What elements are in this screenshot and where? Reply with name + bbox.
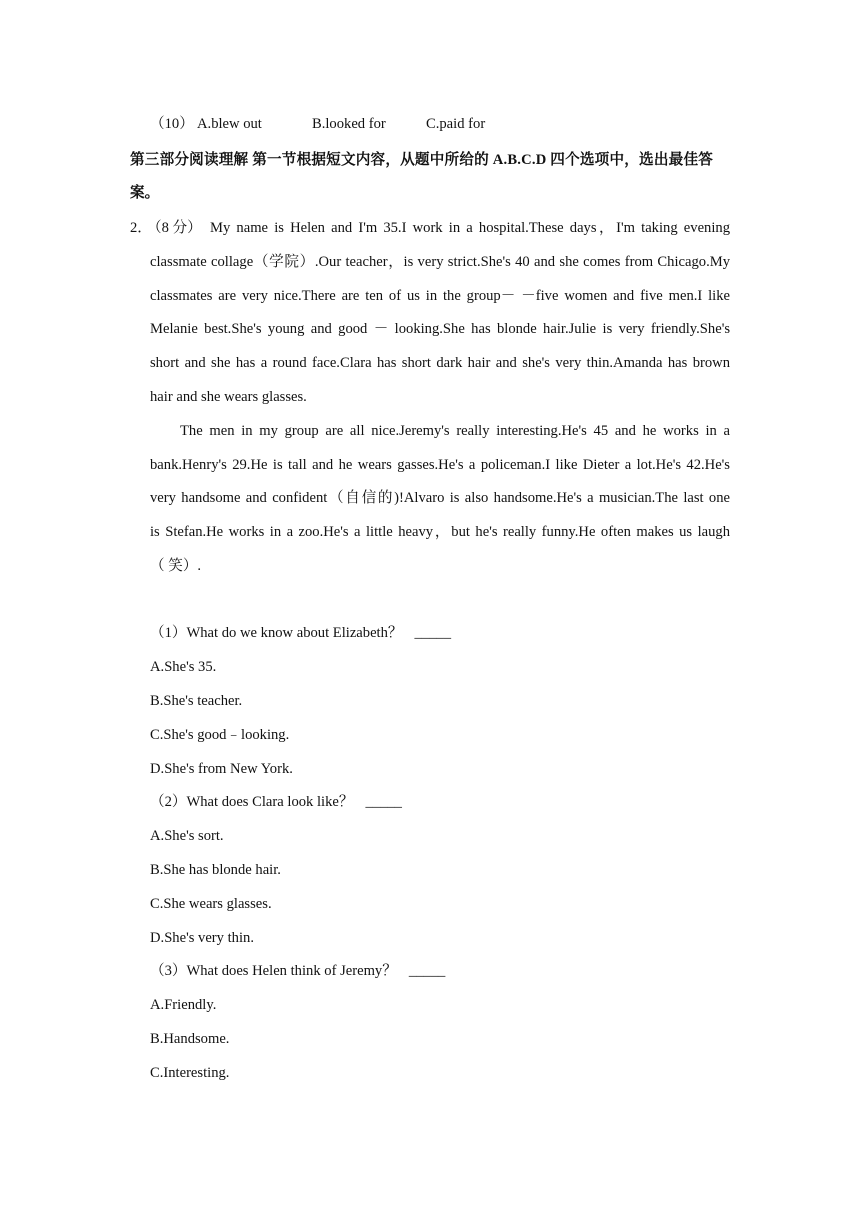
sub-question-3-stem [150, 961, 445, 981]
sub-question-1-option-b: B.She's teacher. [150, 693, 243, 709]
sub-question-2-option-d: D.She's very thin. [150, 930, 254, 946]
sub-question-2-blank: _____ [365, 794, 402, 810]
passage-line-6: hair and she wears glasses. [150, 389, 307, 405]
question-score: （8 分） [147, 220, 202, 236]
sub-question-3-option-a: A.Friendly. [150, 997, 217, 1013]
prev-option-b: B.looked for [312, 116, 386, 132]
passage-line-11: （ 笑）. [150, 558, 202, 574]
section-header-line2: 案。 [130, 185, 160, 201]
sub-question-3-text: （3）What does Helen think of Jeremy？ [150, 963, 397, 979]
sub-question-3-blank: _____ [408, 963, 446, 979]
passage-line-8: bank.Henry's 29.He is tall and he wears gasses.He's a policeman.I like Dieter a lot.He's 42.He's [150, 457, 730, 473]
sub-question-1-option-a: A.She's 35. [150, 659, 217, 675]
passage-line-5: short and she has a round face.Clara has short dark hair and she's very thin.Amanda has brown [150, 355, 730, 371]
sub-question-2-option-a: A.She's sort. [150, 828, 224, 844]
prev-option-c: C.paid for [426, 116, 486, 132]
sub-question-1-option-c: C.She's good﹣looking. [150, 727, 290, 743]
passage-line-9: very handsome and confident（自信的)!Alvaro is also handsome.He's a musician.The last one [150, 490, 730, 506]
passage-line-10: is Stefan.He works in a zoo.He's a little heavy，but he's really funny.He often makes us laugh [150, 524, 730, 540]
sub-question-2-option-b: B.She has blonde hair. [150, 862, 281, 878]
sub-question-1-text: （1）What do we know about Elizabeth？ [150, 625, 403, 641]
sub-question-3-option-b: B.Handsome. [150, 1031, 230, 1047]
sub-question-1-blank: _____ [414, 625, 451, 641]
passage-line-3: classmates are very nice.There are ten of us in the group－ －five women and five men.I like [150, 288, 730, 304]
section-header-line1: 第三部分阅读理解 第一节根据短文内容，从题中所给的 A.B.C.D 四个选项中，选出最佳答 [130, 152, 714, 168]
prev-question-number: （10） [150, 116, 194, 132]
sub-question-1-option-d: D.She's from New York. [150, 761, 293, 777]
passage-line-1: My name is Helen and I'm 35.I work in a hospital.These days，I'm taking evening [210, 220, 730, 236]
sub-question-1-stem [150, 623, 451, 643]
sub-question-3-option-c: C.Interesting. [150, 1065, 230, 1081]
passage-line-7: The men in my group are all nice.Jeremy's really interesting.He's 45 and he works in a [180, 423, 730, 439]
passage-line-2: classmate collage（学院）.Our teacher，is very strict.She's 40 and she comes from Chicago.My [150, 254, 730, 270]
sub-question-2-text: （2）What does Clara look like？ [150, 794, 354, 810]
passage-line-4: Melanie best.She's young and good － looking.She has blonde hair.Julie is very friendly.She's [150, 321, 730, 337]
question-number: 2． [130, 220, 152, 236]
sub-question-2-option-c: C.She wears glasses. [150, 896, 272, 912]
sub-question-2-stem [150, 792, 402, 812]
prev-option-a: A.blew out [197, 116, 262, 132]
